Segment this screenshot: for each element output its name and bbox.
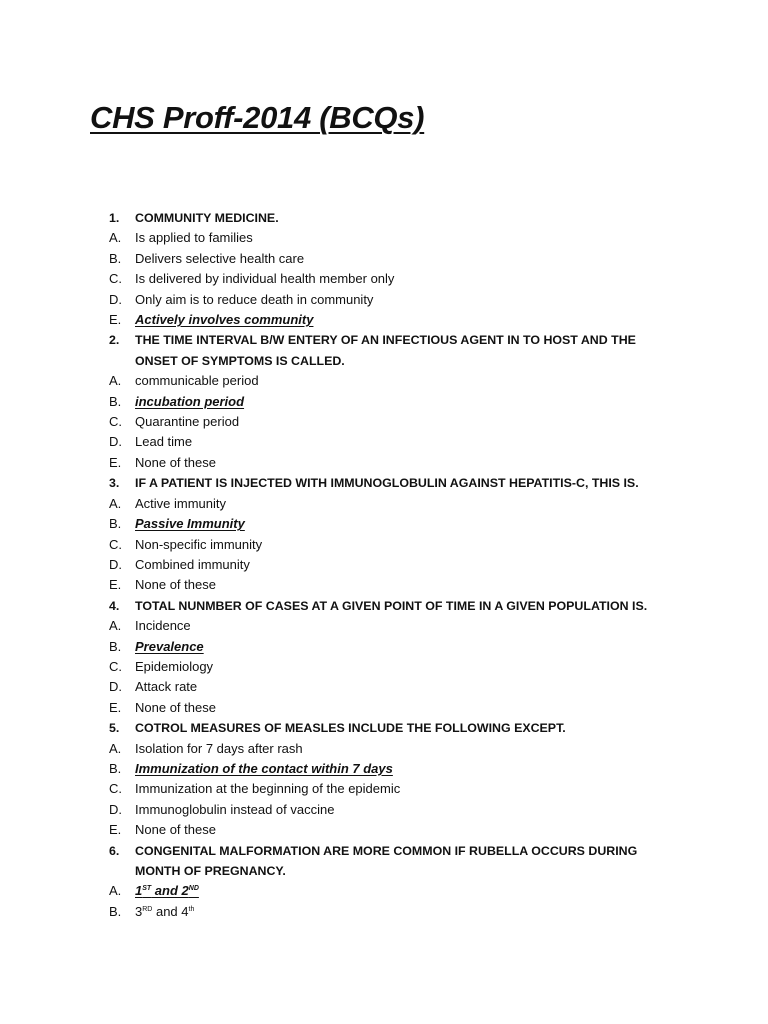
option-text: Attack rate xyxy=(135,679,198,695)
option-2-b xyxy=(109,392,669,412)
option-text: Immunoglobulin instead of vaccine xyxy=(135,801,335,817)
option-letter: A. xyxy=(109,230,122,246)
option-text: None of these xyxy=(135,454,216,470)
option-text-part: 3 xyxy=(135,903,143,919)
option-3-e xyxy=(109,575,669,595)
option-letter: E. xyxy=(109,454,122,470)
question-text: THE TIME INTERVAL B/W ENTERY OF AN INFECTIOUS AGENT IN TO HOST AND THE ONSET OF SYMPTOMS IS CALLED. xyxy=(135,333,636,368)
option-2-e xyxy=(109,453,669,473)
option-text: None of these xyxy=(135,699,216,715)
option-text: Only aim is to reduce death in community xyxy=(135,291,374,307)
option-letter: D. xyxy=(109,291,122,307)
option-5-c xyxy=(109,779,669,799)
option-letter: B. xyxy=(109,903,122,919)
option-4-b xyxy=(109,637,669,657)
option-1-c xyxy=(109,269,669,289)
question-5 xyxy=(109,718,669,738)
question-number: 1. xyxy=(109,211,120,225)
question-3 xyxy=(109,473,669,493)
option-letter: B. xyxy=(109,760,122,776)
option-text: None of these xyxy=(135,822,216,838)
ordinal-suffix: RD xyxy=(142,905,153,913)
option-3-d xyxy=(109,555,669,575)
option-6-a xyxy=(109,881,669,901)
option-text: Isolation for 7 days after rash xyxy=(135,740,303,756)
option-letter: C. xyxy=(109,271,122,287)
ordinal-suffix: ND xyxy=(188,885,199,893)
option-5-b xyxy=(109,759,669,779)
correct-answer-text: incubation period xyxy=(135,393,245,409)
question-text: COTROL MEASURES OF MEASLES INCLUDE THE FOLLOWING EXCEPT. xyxy=(135,721,566,736)
option-text: Lead time xyxy=(135,434,193,450)
question-text: CONGENITAL MALFORMATION ARE MORE COMMON IF RUBELLA OCCURS DURING MONTH OF PREGNANCY. xyxy=(135,843,638,878)
option-letter: D. xyxy=(109,679,122,695)
option-letter: C. xyxy=(109,658,122,674)
question-number: 5. xyxy=(109,721,120,736)
option-6-b xyxy=(109,902,669,922)
option-letter: C. xyxy=(109,781,122,797)
option-letter: A. xyxy=(109,373,122,389)
option-text: Incidence xyxy=(135,618,191,634)
option-letter: C. xyxy=(109,414,122,430)
option-text xyxy=(135,904,194,919)
option-2-a xyxy=(109,371,669,391)
question-number: 6. xyxy=(109,843,120,858)
option-4-d xyxy=(109,677,669,697)
question-4 xyxy=(109,596,669,616)
question-list xyxy=(109,208,669,922)
option-text: Is delivered by individual health member only xyxy=(135,271,395,287)
option-text: None of these xyxy=(135,577,216,593)
option-text: Non-specific immunity xyxy=(135,536,263,552)
option-letter: D. xyxy=(109,801,122,817)
option-letter: A. xyxy=(109,883,122,899)
question-text: TOTAL NUNMBER OF CASES AT A GIVEN POINT OF TIME IN A GIVEN POPULATION IS. xyxy=(135,598,648,613)
question-number: 2. xyxy=(109,333,120,348)
correct-answer-text: Passive Immunity xyxy=(135,516,245,532)
option-letter: A. xyxy=(109,495,122,511)
correct-answer-text: Immunization of the contact within 7 days xyxy=(135,760,393,776)
option-5-a xyxy=(109,739,669,759)
option-text: Is applied to families xyxy=(135,230,253,246)
option-letter: D. xyxy=(109,434,122,450)
question-6 xyxy=(109,841,669,882)
option-letter: E. xyxy=(109,577,122,593)
question-number: 3. xyxy=(109,476,120,491)
option-3-a xyxy=(109,494,669,514)
option-3-c xyxy=(109,535,669,555)
option-1-d xyxy=(109,290,669,310)
correct-answer-text: Prevalence xyxy=(135,638,204,654)
option-letter: A. xyxy=(109,618,122,634)
ordinal-suffix: th xyxy=(188,905,195,913)
option-letter: E. xyxy=(109,312,122,328)
option-4-a xyxy=(109,616,669,636)
option-letter: E. xyxy=(109,699,122,715)
option-letter: E. xyxy=(109,822,122,838)
option-5-d xyxy=(109,800,669,820)
option-text-part: 1 xyxy=(135,883,143,899)
option-letter: B. xyxy=(109,638,122,654)
option-4-e xyxy=(109,698,669,718)
ordinal-suffix: ST xyxy=(142,885,152,893)
question-number: 4. xyxy=(109,598,120,613)
option-text: Combined immunity xyxy=(135,556,250,572)
correct-answer-text: Actively involves community xyxy=(135,312,314,328)
option-text: Delivers selective health care xyxy=(135,250,305,266)
question-1 xyxy=(109,208,669,228)
option-text: Immunization at the beginning of the epidemic xyxy=(135,781,401,797)
option-letter: D. xyxy=(109,556,122,572)
option-letter: A. xyxy=(109,740,122,756)
option-5-e xyxy=(109,820,669,840)
option-3-b xyxy=(109,514,669,534)
option-letter: B. xyxy=(109,516,122,532)
option-4-c xyxy=(109,657,669,677)
question-text: IF A PATIENT IS INJECTED WITH IMMUNOGLOBULIN AGAINST HEPATITIS-C, THIS IS. xyxy=(135,476,639,491)
option-text: Epidemiology xyxy=(135,658,214,674)
option-text: communicable period xyxy=(135,373,259,389)
option-text-part: and 4 xyxy=(152,903,189,919)
option-2-d xyxy=(109,432,669,452)
option-text: Active immunity xyxy=(135,495,227,511)
option-letter: B. xyxy=(109,250,122,266)
option-text-part: and 2 xyxy=(151,883,189,899)
document-title: CHS Proff-2014 (BCQs) xyxy=(90,100,425,135)
option-1-a xyxy=(109,228,669,248)
question-2 xyxy=(109,330,669,371)
option-text: Quarantine period xyxy=(135,414,240,430)
option-2-c xyxy=(109,412,669,432)
option-1-b xyxy=(109,249,669,269)
option-letter: B. xyxy=(109,393,122,409)
question-text: COMMUNITY MEDICINE. xyxy=(135,211,279,225)
option-1-e xyxy=(109,310,669,330)
option-letter: C. xyxy=(109,536,122,552)
correct-answer-text xyxy=(135,883,199,898)
